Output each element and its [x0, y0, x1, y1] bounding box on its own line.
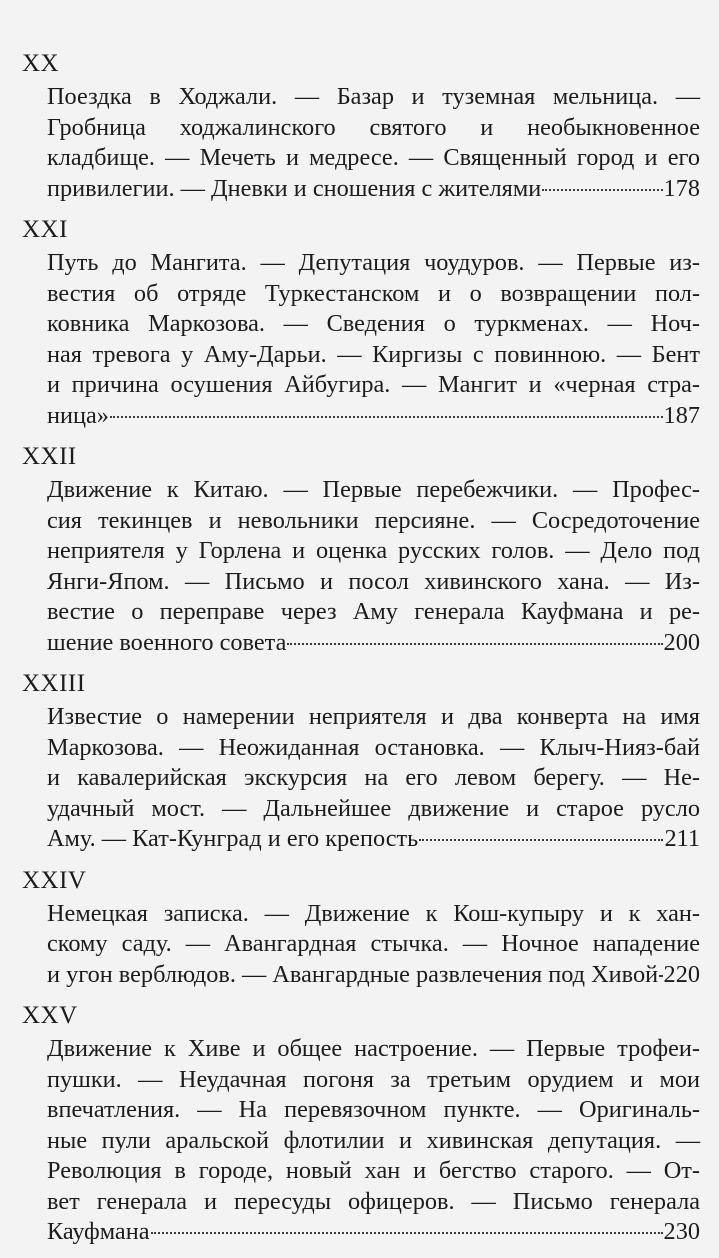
chapter-summary [47, 702, 700, 855]
summary-line: Известие о намерении неприятеля и два конверта на имя [47, 703, 700, 730]
summary-last-line [47, 824, 700, 855]
summary-line: ные пули аральской флотилии и хивинская депутация. — [47, 1126, 700, 1154]
chapter-summary [47, 475, 700, 658]
summary-line: сия текинцев и невольники персияне. — Сосредоточение [47, 506, 700, 534]
toc-entry [22, 668, 700, 855]
page-number: 200 [663, 628, 700, 656]
summary-last-line [47, 401, 700, 432]
chapter-number: XXV [22, 1002, 78, 1029]
summary-line: Немецкая записка. — Движение к Кош-купыру и к хан- [47, 899, 700, 927]
summary-line: ковника Маркозова. — Сведения о туркменах. — Ноч- [47, 310, 700, 337]
summary-line: удачный мост. — Дальнейшее движение и старое русло [47, 794, 700, 822]
chapter-summary [47, 248, 700, 431]
summary-last-line [47, 174, 700, 205]
table-of-contents [22, 48, 700, 1258]
summary-line: шение военного совета [47, 628, 287, 656]
summary-line: вестия об отряде Туркестанском и о возвращении пол- [47, 279, 700, 307]
summary-line: впечатления. — На перевязочном пункте. — Оригиналь- [47, 1096, 700, 1123]
summary-line: привилегии. — Дневки и сношения с жителями [47, 174, 542, 202]
dot-leader [419, 838, 663, 841]
summary-line: пушки. — Неудачная погоня за третьим орудием и мои [47, 1065, 700, 1093]
toc-entry [22, 865, 700, 991]
summary-line: и кавалерийская экскурсия на его левом берегу. — Не- [47, 764, 700, 791]
toc-entry [22, 441, 700, 658]
page-number: 220 [663, 960, 700, 988]
summary-last-line [47, 1217, 700, 1248]
dot-leader [659, 974, 662, 977]
summary-line: Движение к Хиве и общее настроение. — Первые трофеи- [47, 1035, 700, 1062]
summary-line: и причина осушения Айбугира. — Мангит и «черная стра- [47, 371, 700, 398]
dot-leader [542, 188, 662, 191]
toc-entry [22, 214, 700, 431]
chapter-number: XX [22, 50, 60, 77]
summary-line: кладбище. — Мечеть и медресе. — Священный город и его [47, 144, 700, 171]
summary-last-line [47, 960, 700, 991]
summary-line: вестие о переправе через Аму генерала Кауфмана и ре- [47, 598, 700, 625]
summary-line: и угон верблюдов. — Авангардные развлечения под Хивой [47, 960, 659, 988]
chapter-summary [47, 82, 700, 204]
page-number: 187 [663, 401, 700, 429]
chapter-number: XXI [22, 216, 68, 243]
toc-entry [22, 1000, 700, 1248]
page-number: 178 [663, 174, 700, 202]
summary-line: ница» [47, 401, 109, 429]
summary-line: Янги-Япом. — Письмо и посол хивинского хана. — Из- [47, 567, 700, 595]
dot-leader [287, 642, 662, 645]
summary-line: неприятеля у Горлена и оценка русских голов. — Дело под [47, 537, 700, 564]
summary-line: Поездка в Ходжали. — Базар и туземная мельница. — [47, 83, 700, 110]
chapter-number: XXIII [22, 670, 86, 697]
summary-line: Кауфмана [47, 1218, 150, 1245]
summary-line: ная тревога у Аму-Дарьи. — Киргизы с повинною. — Бент [47, 340, 700, 368]
summary-line: вет генерала и пересуды офицеров. — Письмо генерала [47, 1187, 700, 1215]
page-number: 211 [664, 825, 700, 852]
summary-line: Движение к Китаю. — Первые перебежчики. — Профес- [47, 476, 700, 503]
summary-line: Путь до Мангита. — Депутация чоудуров. — Первые из- [47, 249, 700, 276]
summary-last-line [47, 628, 700, 659]
chapter-number: XXII [22, 443, 77, 470]
toc-entry [22, 48, 700, 204]
summary-line: Аму. — Кат-Кунград и его крепость [47, 825, 419, 852]
summary-line: Революция в городе, новый хан и бегство старого. — От- [47, 1157, 700, 1184]
summary-line: Маркозова. — Неожиданная остановка. — Клыч-Нияз-бай [47, 733, 700, 761]
chapter-summary [47, 899, 700, 991]
dot-leader [151, 1231, 663, 1234]
summary-line: Гробница ходжалинского святого и необыкновенное [47, 113, 700, 141]
chapter-summary [47, 1034, 700, 1248]
dot-leader [110, 415, 663, 418]
chapter-number: XXIV [22, 866, 87, 894]
summary-line: скому саду. — Авангардная стычка. — Ночное нападение [47, 930, 700, 957]
page-number: 230 [663, 1218, 700, 1245]
